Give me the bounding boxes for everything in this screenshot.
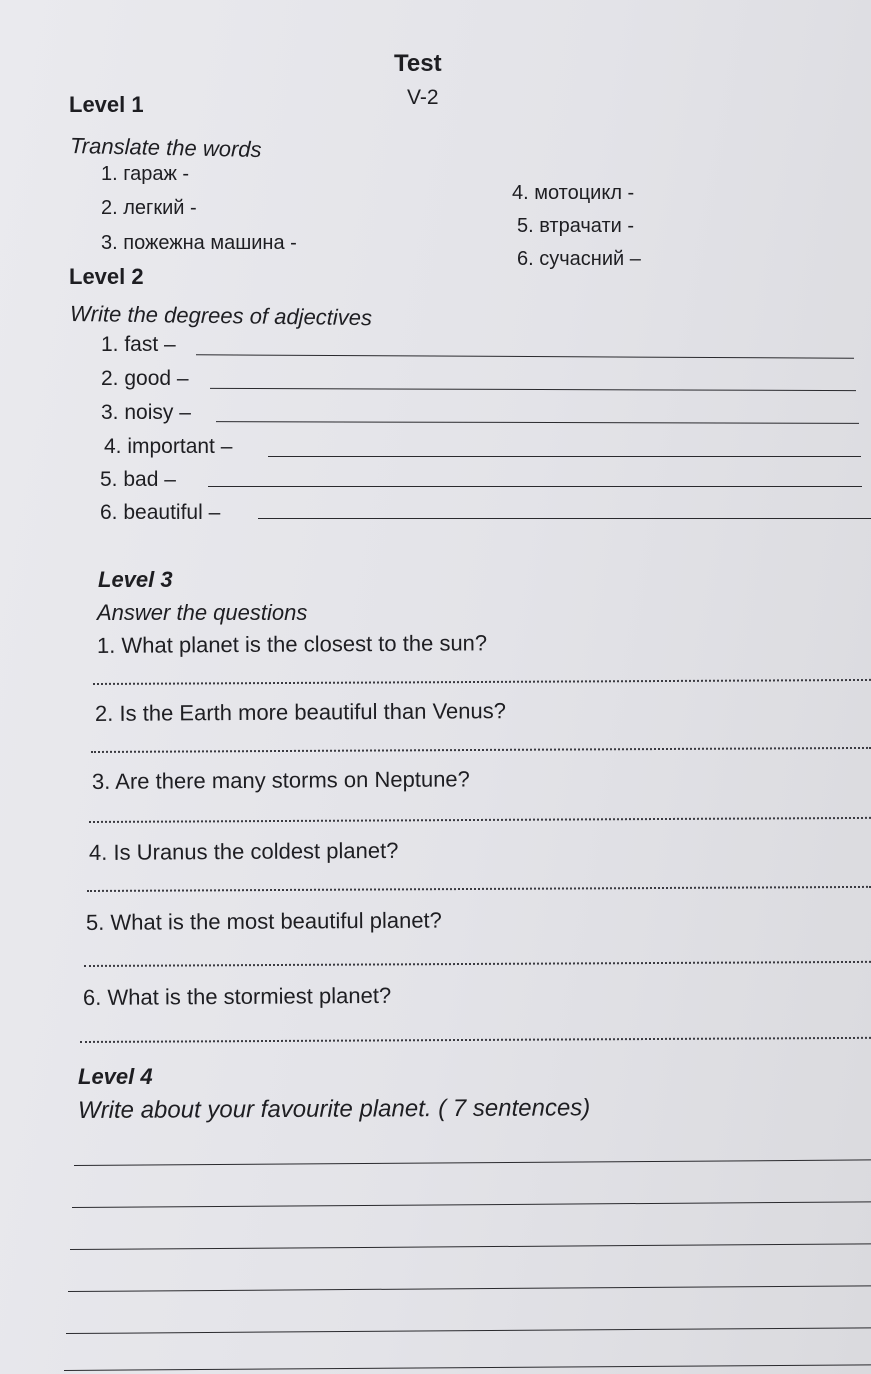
- level2-item: 1. fast –: [101, 333, 176, 356]
- level3-question: 1. What planet is the closest to the sun?: [96, 630, 488, 658]
- level2-item: 3. noisy –: [101, 401, 191, 424]
- answer-line: [93, 679, 871, 685]
- answer-line: [87, 886, 871, 892]
- level2-item: 5. bad –: [100, 468, 176, 491]
- writing-line: [66, 1327, 871, 1334]
- answer-line: [268, 456, 861, 457]
- level2-item: 2. good –: [101, 367, 189, 390]
- answer-line: [258, 518, 871, 519]
- answer-line: [84, 961, 871, 967]
- writing-line: [72, 1201, 871, 1208]
- level2-item: 6. beautiful –: [100, 501, 221, 524]
- answer-line: [196, 354, 854, 358]
- level3-heading: Level 3: [98, 567, 173, 592]
- level1-item: 2. легкий -: [101, 197, 197, 219]
- level1-item: 5. втрачати -: [517, 215, 635, 237]
- answer-line: [216, 421, 859, 424]
- level1-item: 3. пожежна машина -: [101, 232, 297, 254]
- level3-question: 6. What is the stormiest planet?: [82, 982, 392, 1010]
- level1-instruction: Translate the words: [69, 133, 262, 163]
- level4-instruction: Write about your favourite planet. ( 7 sentences): [77, 1094, 591, 1124]
- level2-instruction: Write the degrees of adjectives: [69, 301, 373, 331]
- answer-line: [89, 817, 871, 823]
- level2-item: 4. important –: [104, 435, 233, 458]
- level1-item: 1. гараж -: [101, 163, 190, 185]
- writing-line: [68, 1285, 871, 1292]
- writing-line: [74, 1159, 871, 1166]
- answer-line: [210, 388, 856, 391]
- level3-instruction: Answer the questions: [97, 600, 308, 625]
- writing-line: [64, 1364, 871, 1371]
- answer-line: [208, 486, 862, 487]
- level3-question: 4. Is Uranus the coldest planet?: [88, 837, 399, 865]
- level3-question: 3. Are there many storms on Neptune?: [91, 766, 470, 794]
- answer-line: [80, 1037, 871, 1043]
- writing-line: [70, 1243, 871, 1250]
- answer-line: [91, 747, 871, 753]
- level4-heading: Level 4: [78, 1064, 153, 1089]
- test-title: Test: [394, 50, 442, 77]
- level3-question: 5. What is the most beautiful planet?: [85, 907, 442, 935]
- level1-item: 6. сучасний –: [517, 248, 641, 270]
- level1-item: 4. мотоцикл -: [512, 182, 635, 204]
- level1-heading: Level 1: [69, 92, 144, 117]
- level3-question: 2. Is the Earth more beautiful than Venus?: [94, 698, 507, 726]
- level2-heading: Level 2: [69, 264, 144, 289]
- variant-label: V-2: [407, 86, 439, 109]
